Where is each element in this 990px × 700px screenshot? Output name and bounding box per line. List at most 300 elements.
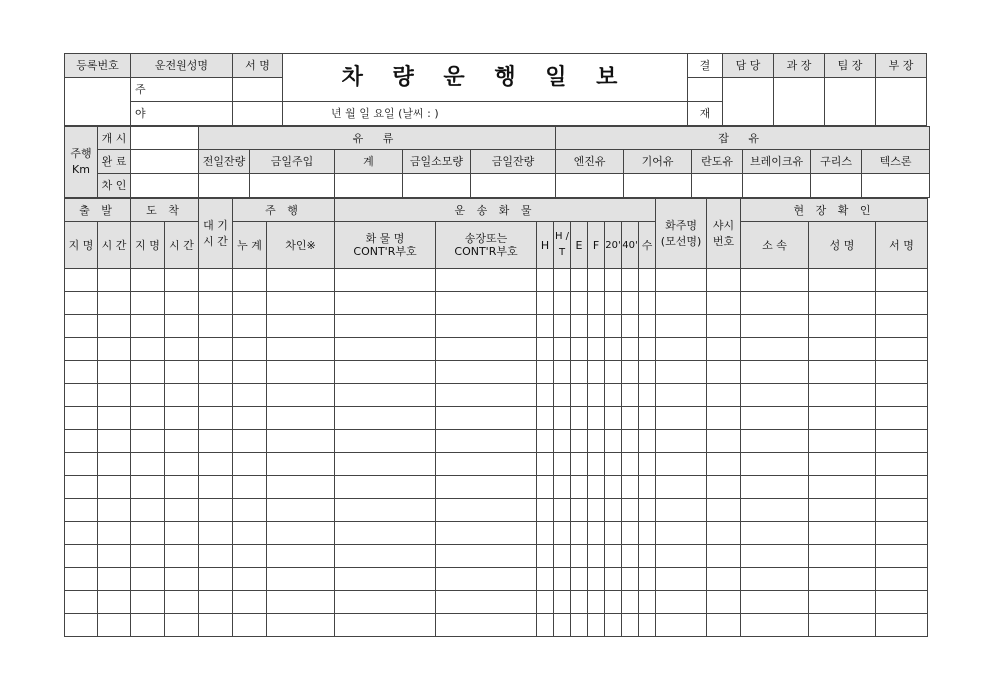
log-cell[interactable] <box>741 499 809 522</box>
log-cell[interactable] <box>131 568 165 591</box>
log-cell[interactable] <box>233 591 267 614</box>
log-cell[interactable] <box>605 614 622 637</box>
log-cell[interactable] <box>639 430 656 453</box>
log-cell[interactable] <box>876 430 928 453</box>
log-cell[interactable] <box>588 361 605 384</box>
log-cell[interactable] <box>622 476 639 499</box>
log-cell[interactable] <box>588 591 605 614</box>
log-cell[interactable] <box>537 361 554 384</box>
log-cell[interactable] <box>809 522 876 545</box>
log-cell[interactable] <box>199 315 233 338</box>
oil-brake-field[interactable] <box>743 174 811 198</box>
log-cell[interactable] <box>588 499 605 522</box>
log-cell[interactable] <box>98 430 131 453</box>
log-cell[interactable] <box>165 545 199 568</box>
log-cell[interactable] <box>554 292 571 315</box>
log-cell[interactable] <box>605 269 622 292</box>
log-cell[interactable] <box>741 545 809 568</box>
log-cell[interactable] <box>622 522 639 545</box>
log-cell[interactable] <box>809 269 876 292</box>
log-cell[interactable] <box>165 591 199 614</box>
log-cell[interactable] <box>741 614 809 637</box>
log-cell[interactable] <box>639 614 656 637</box>
log-cell[interactable] <box>131 499 165 522</box>
log-cell[interactable] <box>741 407 809 430</box>
log-cell[interactable] <box>571 545 588 568</box>
log-cell[interactable] <box>639 361 656 384</box>
log-cell[interactable] <box>131 591 165 614</box>
log-cell[interactable] <box>537 499 554 522</box>
log-cell[interactable] <box>165 269 199 292</box>
log-cell[interactable] <box>65 522 98 545</box>
log-cell[interactable] <box>199 568 233 591</box>
approver-3-sign[interactable] <box>825 78 876 126</box>
log-cell[interactable] <box>131 384 165 407</box>
log-cell[interactable] <box>233 292 267 315</box>
log-cell[interactable] <box>165 407 199 430</box>
log-cell[interactable] <box>98 522 131 545</box>
log-cell[interactable] <box>199 591 233 614</box>
log-cell[interactable] <box>707 453 741 476</box>
log-cell[interactable] <box>165 476 199 499</box>
log-cell[interactable] <box>571 269 588 292</box>
log-cell[interactable] <box>876 315 928 338</box>
log-cell[interactable] <box>605 499 622 522</box>
log-cell[interactable] <box>554 522 571 545</box>
log-cell[interactable] <box>554 407 571 430</box>
mileage-end-field[interactable] <box>131 150 199 174</box>
log-cell[interactable] <box>876 453 928 476</box>
log-cell[interactable] <box>622 614 639 637</box>
log-cell[interactable] <box>199 430 233 453</box>
oil-rando-field[interactable] <box>692 174 743 198</box>
log-cell[interactable] <box>656 292 707 315</box>
log-cell[interactable] <box>537 407 554 430</box>
log-cell[interactable] <box>436 407 537 430</box>
log-cell[interactable] <box>537 476 554 499</box>
log-cell[interactable] <box>98 269 131 292</box>
log-cell[interactable] <box>65 361 98 384</box>
log-cell[interactable] <box>605 338 622 361</box>
log-cell[interactable] <box>165 499 199 522</box>
log-cell[interactable] <box>622 453 639 476</box>
log-cell[interactable] <box>436 338 537 361</box>
log-cell[interactable] <box>335 476 436 499</box>
log-cell[interactable] <box>809 568 876 591</box>
log-cell[interactable] <box>436 292 537 315</box>
log-cell[interactable] <box>267 338 335 361</box>
log-cell[interactable] <box>622 384 639 407</box>
day-signature-field[interactable] <box>233 78 283 102</box>
log-cell[interactable] <box>233 384 267 407</box>
log-cell[interactable] <box>335 614 436 637</box>
log-cell[interactable] <box>588 384 605 407</box>
log-cell[interactable] <box>131 361 165 384</box>
log-cell[interactable] <box>639 384 656 407</box>
log-cell[interactable] <box>588 522 605 545</box>
log-cell[interactable] <box>267 522 335 545</box>
log-cell[interactable] <box>131 430 165 453</box>
log-cell[interactable] <box>554 269 571 292</box>
log-cell[interactable] <box>605 361 622 384</box>
fuel-prev-field[interactable] <box>199 174 250 198</box>
log-cell[interactable] <box>335 591 436 614</box>
log-cell[interactable] <box>165 614 199 637</box>
log-cell[interactable] <box>741 453 809 476</box>
log-cell[interactable] <box>741 384 809 407</box>
log-cell[interactable] <box>267 315 335 338</box>
log-cell[interactable] <box>233 361 267 384</box>
log-cell[interactable] <box>656 476 707 499</box>
log-cell[interactable] <box>98 407 131 430</box>
log-cell[interactable] <box>199 361 233 384</box>
log-cell[interactable] <box>199 338 233 361</box>
log-cell[interactable] <box>233 315 267 338</box>
log-cell[interactable] <box>809 476 876 499</box>
log-cell[interactable] <box>65 292 98 315</box>
log-cell[interactable] <box>199 614 233 637</box>
log-cell[interactable] <box>335 407 436 430</box>
log-cell[interactable] <box>571 292 588 315</box>
log-cell[interactable] <box>98 315 131 338</box>
log-cell[interactable] <box>554 315 571 338</box>
log-cell[interactable] <box>98 453 131 476</box>
log-cell[interactable] <box>588 545 605 568</box>
log-cell[interactable] <box>656 499 707 522</box>
log-cell[interactable] <box>233 568 267 591</box>
log-cell[interactable] <box>554 453 571 476</box>
log-cell[interactable] <box>707 407 741 430</box>
log-cell[interactable] <box>436 361 537 384</box>
log-cell[interactable] <box>605 545 622 568</box>
log-cell[interactable] <box>335 545 436 568</box>
log-cell[interactable] <box>65 315 98 338</box>
log-cell[interactable] <box>622 361 639 384</box>
reg-no-field[interactable] <box>65 78 131 126</box>
log-cell[interactable] <box>707 361 741 384</box>
log-cell[interactable] <box>537 292 554 315</box>
log-cell[interactable] <box>335 338 436 361</box>
log-cell[interactable] <box>605 292 622 315</box>
log-cell[interactable] <box>233 614 267 637</box>
log-cell[interactable] <box>335 361 436 384</box>
log-cell[interactable] <box>165 384 199 407</box>
log-cell[interactable] <box>656 407 707 430</box>
log-cell[interactable] <box>436 269 537 292</box>
log-cell[interactable] <box>436 545 537 568</box>
log-cell[interactable] <box>267 614 335 637</box>
log-cell[interactable] <box>622 545 639 568</box>
log-cell[interactable] <box>571 568 588 591</box>
log-cell[interactable] <box>639 568 656 591</box>
log-cell[interactable] <box>537 522 554 545</box>
log-cell[interactable] <box>707 591 741 614</box>
log-cell[interactable] <box>131 522 165 545</box>
log-cell[interactable] <box>741 315 809 338</box>
log-cell[interactable] <box>809 338 876 361</box>
log-cell[interactable] <box>554 338 571 361</box>
log-cell[interactable] <box>267 384 335 407</box>
oil-texron-field[interactable] <box>862 174 930 198</box>
log-cell[interactable] <box>588 614 605 637</box>
log-cell[interactable] <box>436 430 537 453</box>
log-cell[interactable] <box>436 591 537 614</box>
log-cell[interactable] <box>267 453 335 476</box>
log-cell[interactable] <box>707 614 741 637</box>
log-cell[interactable] <box>656 384 707 407</box>
log-cell[interactable] <box>65 591 98 614</box>
log-cell[interactable] <box>809 453 876 476</box>
log-cell[interactable] <box>233 407 267 430</box>
log-cell[interactable] <box>588 292 605 315</box>
log-cell[interactable] <box>622 315 639 338</box>
log-cell[interactable] <box>656 568 707 591</box>
log-cell[interactable] <box>741 522 809 545</box>
log-cell[interactable] <box>605 453 622 476</box>
log-cell[interactable] <box>199 545 233 568</box>
log-cell[interactable] <box>131 545 165 568</box>
log-cell[interactable] <box>707 384 741 407</box>
log-cell[interactable] <box>876 499 928 522</box>
log-cell[interactable] <box>267 568 335 591</box>
log-cell[interactable] <box>65 338 98 361</box>
log-cell[interactable] <box>267 499 335 522</box>
log-cell[interactable] <box>267 591 335 614</box>
log-cell[interactable] <box>876 476 928 499</box>
log-cell[interactable] <box>571 430 588 453</box>
log-cell[interactable] <box>233 453 267 476</box>
log-cell[interactable] <box>741 338 809 361</box>
log-cell[interactable] <box>876 407 928 430</box>
log-cell[interactable] <box>656 453 707 476</box>
log-cell[interactable] <box>554 476 571 499</box>
log-cell[interactable] <box>131 476 165 499</box>
log-cell[interactable] <box>65 476 98 499</box>
log-cell[interactable] <box>741 269 809 292</box>
log-cell[interactable] <box>165 453 199 476</box>
log-cell[interactable] <box>741 476 809 499</box>
log-cell[interactable] <box>98 545 131 568</box>
night-signature-field[interactable] <box>233 102 283 126</box>
fuel-remaining-field[interactable] <box>471 174 556 198</box>
log-cell[interactable] <box>571 453 588 476</box>
log-cell[interactable] <box>267 430 335 453</box>
log-cell[interactable] <box>876 591 928 614</box>
log-cell[interactable] <box>571 361 588 384</box>
log-cell[interactable] <box>537 614 554 637</box>
mileage-diff-field[interactable] <box>131 174 199 198</box>
log-cell[interactable] <box>876 292 928 315</box>
log-cell[interactable] <box>98 361 131 384</box>
log-cell[interactable] <box>876 338 928 361</box>
log-cell[interactable] <box>554 384 571 407</box>
log-cell[interactable] <box>199 453 233 476</box>
log-cell[interactable] <box>65 407 98 430</box>
log-cell[interactable] <box>639 545 656 568</box>
log-cell[interactable] <box>707 338 741 361</box>
approver-1-sign[interactable] <box>723 78 774 126</box>
log-cell[interactable] <box>537 453 554 476</box>
log-cell[interactable] <box>605 522 622 545</box>
log-cell[interactable] <box>98 591 131 614</box>
log-cell[interactable] <box>554 499 571 522</box>
log-cell[interactable] <box>436 476 537 499</box>
log-cell[interactable] <box>199 407 233 430</box>
log-cell[interactable] <box>588 407 605 430</box>
log-cell[interactable] <box>571 614 588 637</box>
oil-grease-field[interactable] <box>811 174 862 198</box>
log-cell[interactable] <box>267 269 335 292</box>
log-cell[interactable] <box>165 361 199 384</box>
log-cell[interactable] <box>639 407 656 430</box>
log-cell[interactable] <box>165 292 199 315</box>
log-cell[interactable] <box>639 499 656 522</box>
log-cell[interactable] <box>605 384 622 407</box>
log-cell[interactable] <box>436 499 537 522</box>
log-cell[interactable] <box>233 338 267 361</box>
log-cell[interactable] <box>165 568 199 591</box>
log-cell[interactable] <box>335 315 436 338</box>
log-cell[interactable] <box>707 292 741 315</box>
log-cell[interactable] <box>98 476 131 499</box>
log-cell[interactable] <box>707 522 741 545</box>
log-cell[interactable] <box>809 292 876 315</box>
log-cell[interactable] <box>588 476 605 499</box>
log-cell[interactable] <box>335 430 436 453</box>
log-cell[interactable] <box>622 568 639 591</box>
log-cell[interactable] <box>741 430 809 453</box>
log-cell[interactable] <box>537 384 554 407</box>
log-cell[interactable] <box>656 614 707 637</box>
log-cell[interactable] <box>537 568 554 591</box>
log-cell[interactable] <box>741 568 809 591</box>
log-cell[interactable] <box>436 453 537 476</box>
log-cell[interactable] <box>165 338 199 361</box>
log-cell[interactable] <box>571 384 588 407</box>
log-cell[interactable] <box>588 269 605 292</box>
log-cell[interactable] <box>233 269 267 292</box>
log-cell[interactable] <box>639 338 656 361</box>
log-cell[interactable] <box>656 430 707 453</box>
log-cell[interactable] <box>622 430 639 453</box>
log-cell[interactable] <box>98 384 131 407</box>
log-cell[interactable] <box>335 522 436 545</box>
log-cell[interactable] <box>605 476 622 499</box>
log-cell[interactable] <box>809 407 876 430</box>
log-cell[interactable] <box>707 568 741 591</box>
fuel-used-field[interactable] <box>403 174 471 198</box>
log-cell[interactable] <box>605 568 622 591</box>
log-cell[interactable] <box>233 545 267 568</box>
log-cell[interactable] <box>233 499 267 522</box>
log-cell[interactable] <box>335 269 436 292</box>
log-cell[interactable] <box>436 568 537 591</box>
log-cell[interactable] <box>165 522 199 545</box>
log-cell[interactable] <box>876 269 928 292</box>
log-cell[interactable] <box>707 315 741 338</box>
approver-2-sign[interactable] <box>774 78 825 126</box>
log-cell[interactable] <box>622 338 639 361</box>
log-cell[interactable] <box>588 568 605 591</box>
log-cell[interactable] <box>876 522 928 545</box>
log-cell[interactable] <box>605 315 622 338</box>
log-cell[interactable] <box>809 614 876 637</box>
log-cell[interactable] <box>588 430 605 453</box>
log-cell[interactable] <box>622 292 639 315</box>
log-cell[interactable] <box>876 568 928 591</box>
log-cell[interactable] <box>554 591 571 614</box>
log-cell[interactable] <box>876 361 928 384</box>
log-cell[interactable] <box>605 591 622 614</box>
log-cell[interactable] <box>267 292 335 315</box>
log-cell[interactable] <box>622 499 639 522</box>
log-cell[interactable] <box>656 522 707 545</box>
log-cell[interactable] <box>656 361 707 384</box>
log-cell[interactable] <box>554 568 571 591</box>
log-cell[interactable] <box>605 430 622 453</box>
log-cell[interactable] <box>131 269 165 292</box>
log-cell[interactable] <box>656 269 707 292</box>
log-cell[interactable] <box>554 545 571 568</box>
log-cell[interactable] <box>809 361 876 384</box>
log-cell[interactable] <box>98 338 131 361</box>
log-cell[interactable] <box>622 407 639 430</box>
log-cell[interactable] <box>707 430 741 453</box>
log-cell[interactable] <box>65 453 98 476</box>
log-cell[interactable] <box>741 591 809 614</box>
log-cell[interactable] <box>656 591 707 614</box>
log-cell[interactable] <box>65 499 98 522</box>
log-cell[interactable] <box>707 269 741 292</box>
fuel-added-field[interactable] <box>250 174 335 198</box>
log-cell[interactable] <box>656 338 707 361</box>
oil-gear-field[interactable] <box>624 174 692 198</box>
log-cell[interactable] <box>554 361 571 384</box>
log-cell[interactable] <box>809 384 876 407</box>
log-cell[interactable] <box>537 591 554 614</box>
log-cell[interactable] <box>809 591 876 614</box>
log-cell[interactable] <box>605 407 622 430</box>
log-cell[interactable] <box>98 614 131 637</box>
log-cell[interactable] <box>588 338 605 361</box>
log-cell[interactable] <box>537 545 554 568</box>
log-cell[interactable] <box>639 522 656 545</box>
log-cell[interactable] <box>809 545 876 568</box>
approver-4-sign[interactable] <box>876 78 927 126</box>
log-cell[interactable] <box>131 407 165 430</box>
log-cell[interactable] <box>65 384 98 407</box>
log-cell[interactable] <box>199 522 233 545</box>
log-cell[interactable] <box>233 476 267 499</box>
log-cell[interactable] <box>436 384 537 407</box>
log-cell[interactable] <box>98 499 131 522</box>
log-cell[interactable] <box>809 499 876 522</box>
log-cell[interactable] <box>588 315 605 338</box>
log-cell[interactable] <box>809 315 876 338</box>
log-cell[interactable] <box>267 476 335 499</box>
log-cell[interactable] <box>622 269 639 292</box>
log-cell[interactable] <box>876 545 928 568</box>
log-cell[interactable] <box>707 476 741 499</box>
log-cell[interactable] <box>537 430 554 453</box>
log-cell[interactable] <box>131 614 165 637</box>
oil-engine-field[interactable] <box>556 174 624 198</box>
log-cell[interactable] <box>639 269 656 292</box>
log-cell[interactable] <box>554 430 571 453</box>
log-cell[interactable] <box>165 315 199 338</box>
log-cell[interactable] <box>588 453 605 476</box>
log-cell[interactable] <box>554 614 571 637</box>
